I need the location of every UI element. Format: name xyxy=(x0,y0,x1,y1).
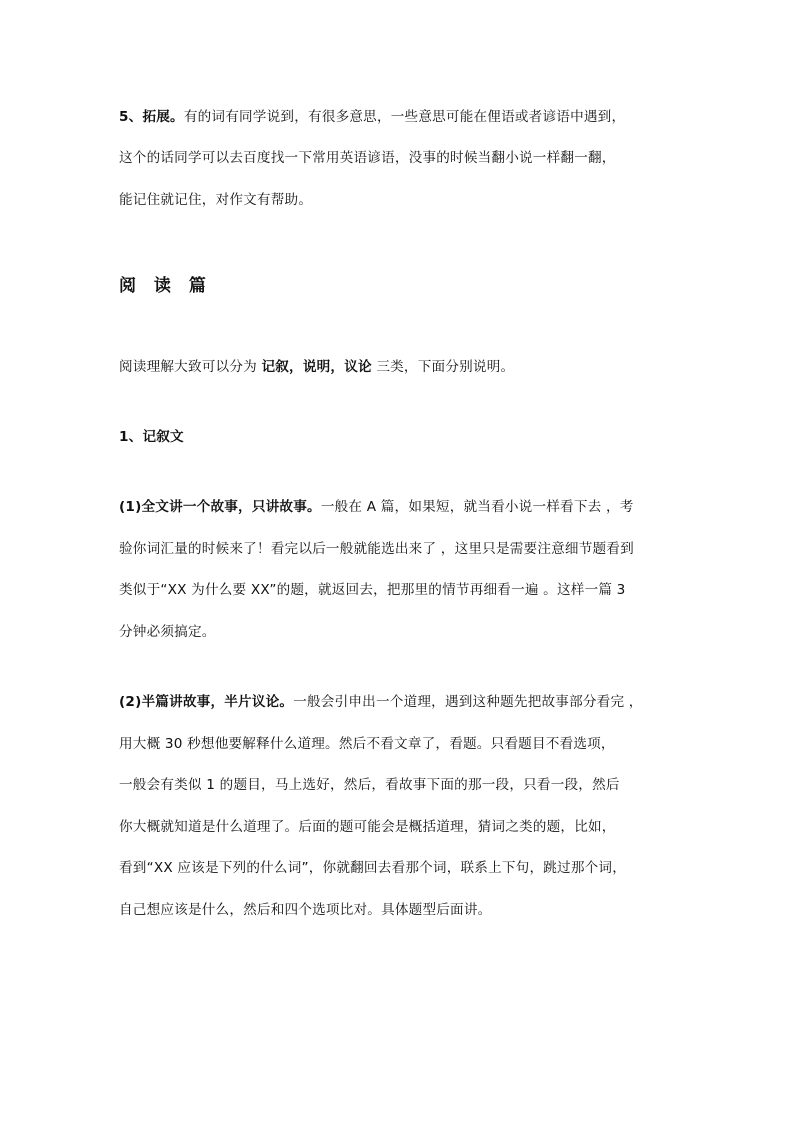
narrative-p2-line2: 用大概 30 秒想他要解释什么道理。然后不看文章了，看题。只看题目不看选项， xyxy=(119,736,615,752)
narrative-p1-line4: 分钟必须搞定。 xyxy=(119,624,216,640)
narrative-p2-line1-text: 一般会引申出一个道理，遇到这种题先把故事部分看完 ， xyxy=(293,694,643,710)
section5-line1 xyxy=(119,107,625,127)
reading-intro-types: 记叙，说明，议论 xyxy=(261,359,372,375)
narrative-p2-line1 xyxy=(119,692,643,712)
narrative-p2-line6: 自己想应该是什么，然后和四个选项比对。具体题型后面讲。 xyxy=(119,902,492,918)
narrative-p1-lead: (1)全文讲一个故事，只讲故事。 xyxy=(119,499,321,515)
narrative-p2-line4: 你大概就知道是什么道理了。后面的题可能会是概括道理，猜词之类的题，比如， xyxy=(119,819,616,835)
section5-label: 5、拓展。 xyxy=(119,109,184,125)
narrative-p1-line1-text: 一般在 A 篇，如果短，就当看小说一样看下去 ，考 xyxy=(320,499,634,515)
narrative-heading: 1、记叙文 xyxy=(119,429,184,445)
narrative-p2-line5: 看到“XX 应该是下列的什么词”，你就翻回去看那个词，联系上下句，跳过那个词， xyxy=(119,860,627,876)
section5-line1-text: 有的词有同学说到，有很多意思，一些意思可能在俚语或者谚语中遇到， xyxy=(183,109,626,125)
narrative-p1-line1 xyxy=(119,497,634,517)
section5-line3: 能记住就记住，对作文有帮助。 xyxy=(119,192,313,208)
narrative-p2-line3: 一般会有类似 1 的题目，马上选好，然后，看故事下面的那一段，只看一段，然后 xyxy=(119,777,620,793)
reading-intro-after: 三类，下面分别说明。 xyxy=(371,359,515,375)
reading-intro-before: 阅读理解大致可以分为 xyxy=(119,359,262,375)
reading-section-title: 阅 读 篇 xyxy=(119,276,212,296)
narrative-p1-line2: 验你词汇量的时候来了！看完以后一般就能选出来了 ，这里只是需要注意细节题看到 xyxy=(119,541,634,557)
narrative-p1-line3: 类似于“XX 为什么要 XX”的题，就返回去，把那里的情节再细看一遍 。这样一篇 3 xyxy=(119,582,626,598)
reading-intro xyxy=(119,357,514,377)
section5-line2: 这个的话同学可以去百度找一下常用英语谚语，没事的时候当翻小说一样翻一翻， xyxy=(119,150,616,166)
narrative-p2-lead: (2)半篇讲故事，半片议论。 xyxy=(119,694,294,710)
